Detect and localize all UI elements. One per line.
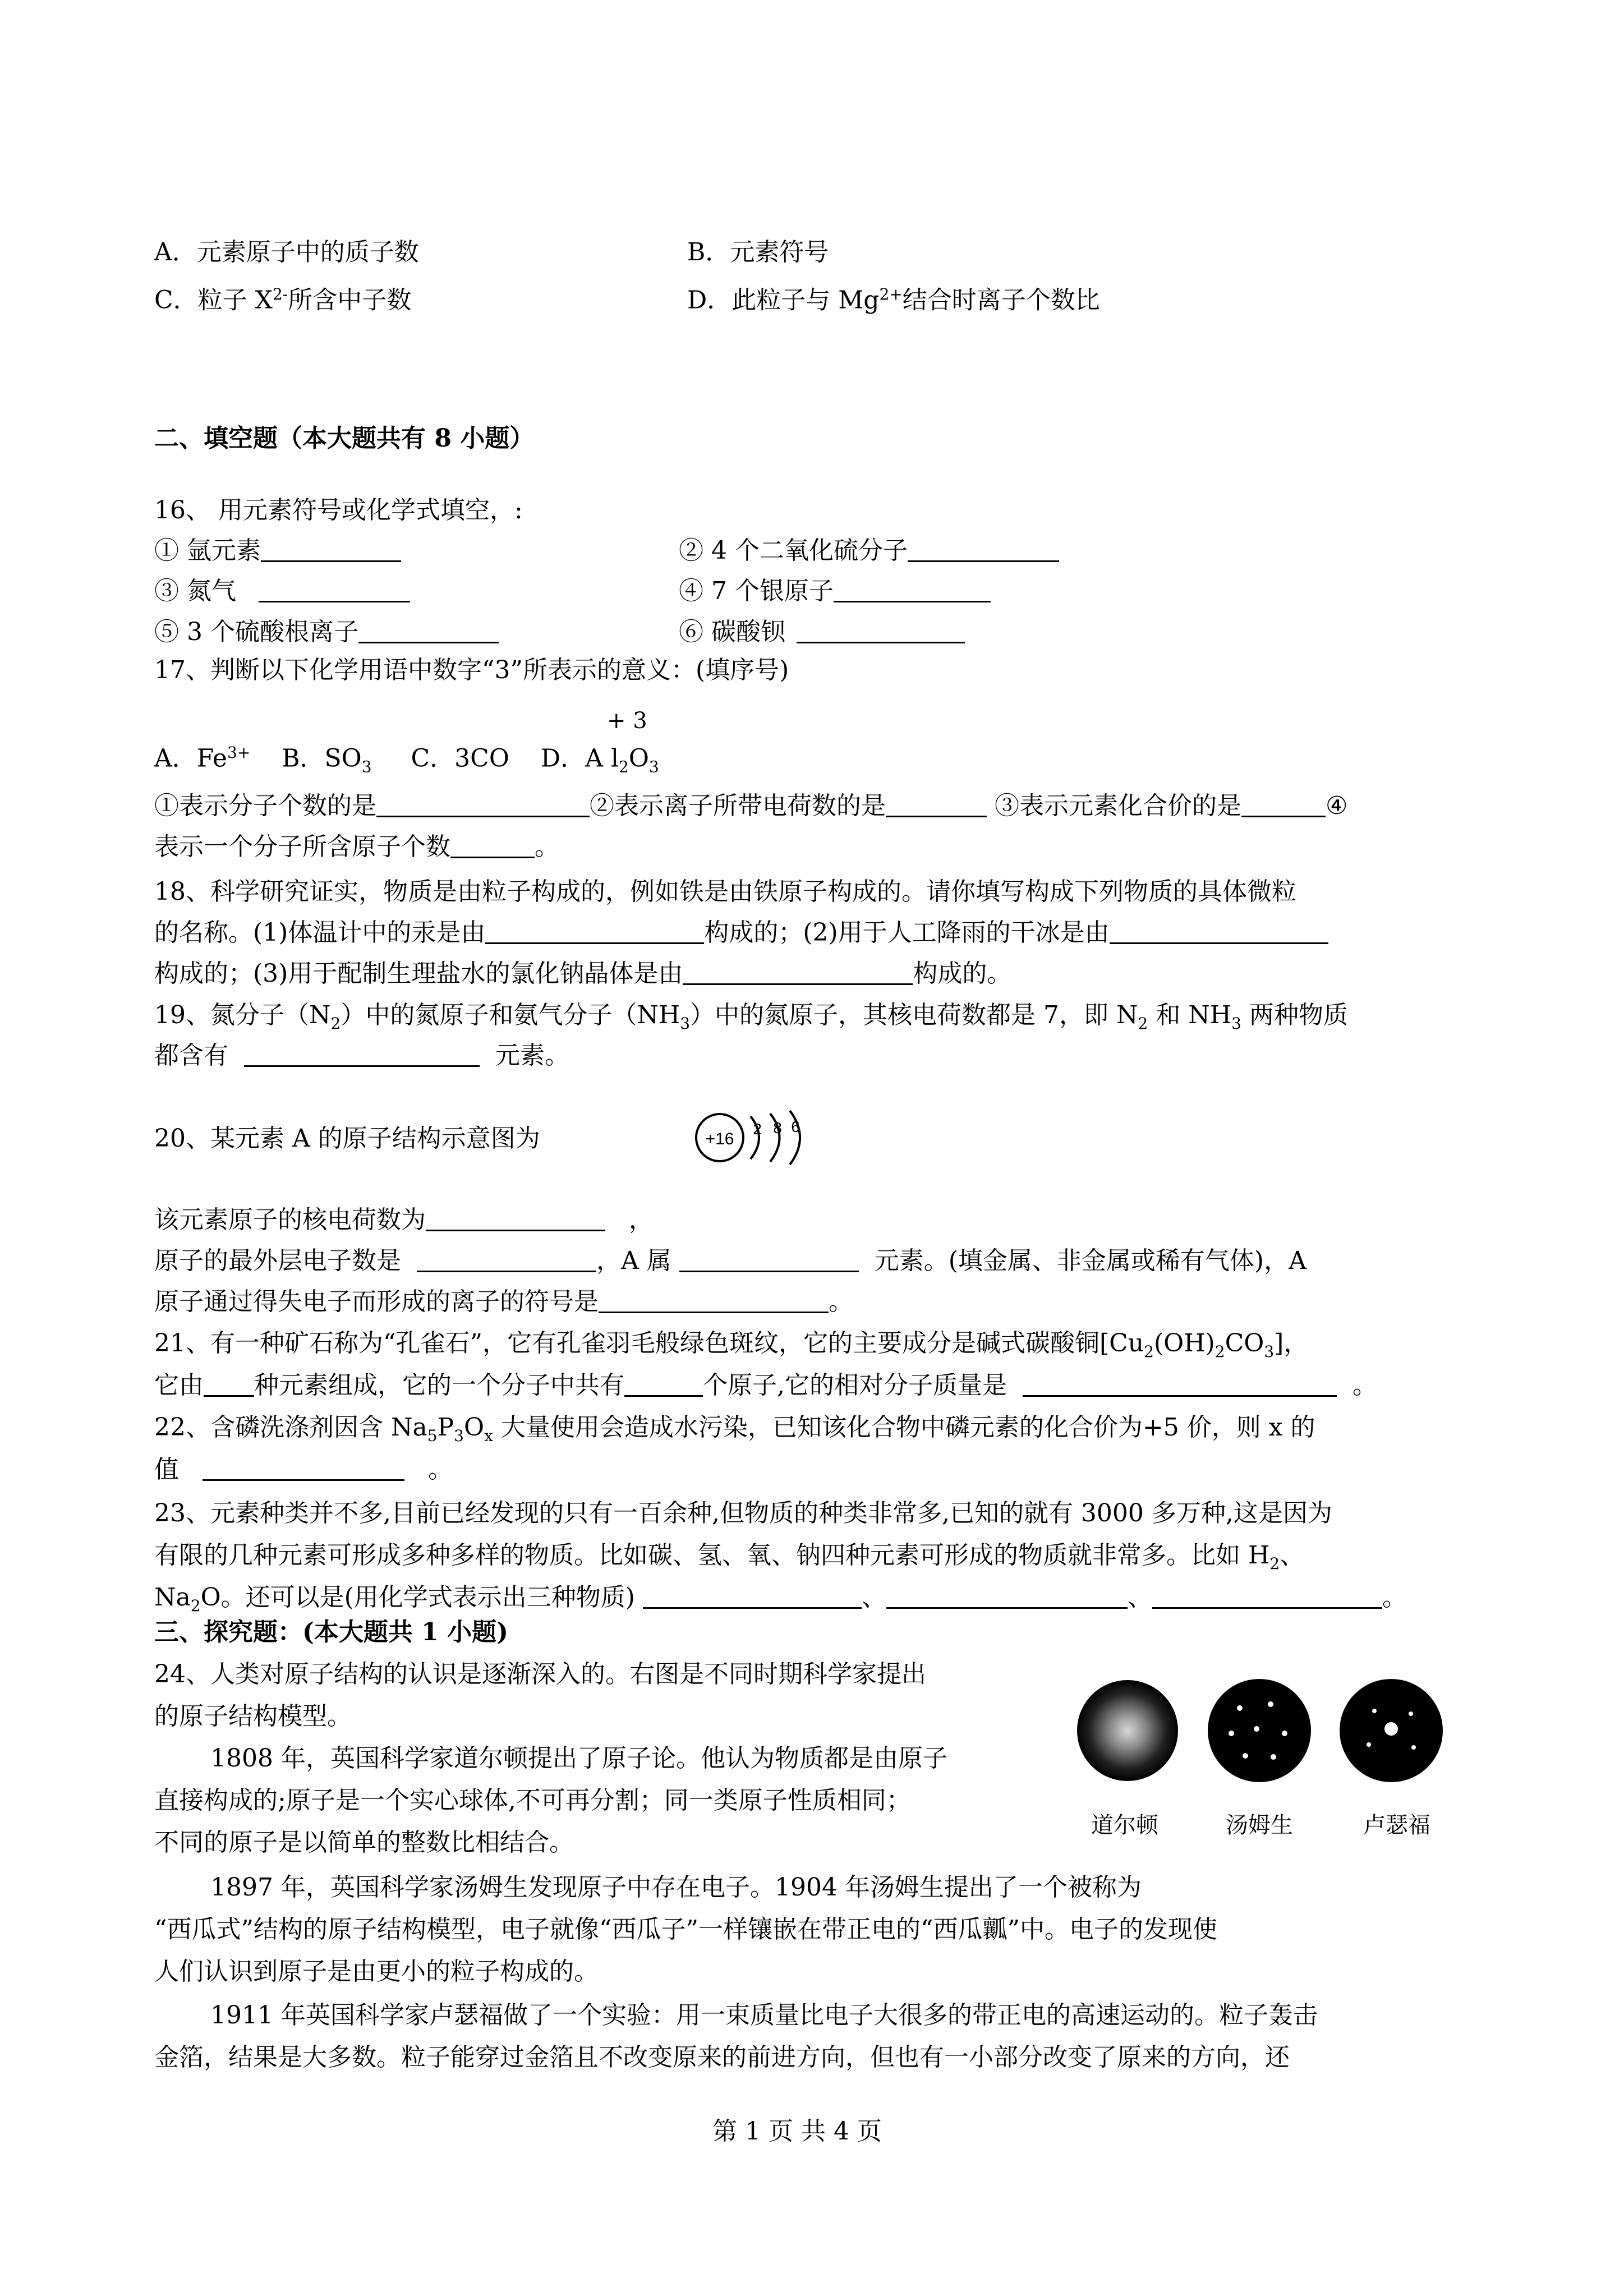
q24-line-8: 人们认识到原子是由更小的粒子构成的。 <box>154 1957 599 1986</box>
answer-blank[interactable] <box>624 1373 703 1397</box>
shell-1-electrons: 2 <box>753 1120 762 1138</box>
q19-line-2: 都含有 元素。 <box>154 1041 569 1070</box>
answer-blank[interactable] <box>204 1373 254 1397</box>
q24-line-1: 24、人类对原子结构的认识是逐渐深入的。右图是不同时期科学家提出 <box>154 1660 926 1688</box>
answer-blank[interactable] <box>417 1248 596 1272</box>
shell-3-electrons: 6 <box>791 1118 800 1135</box>
q20-line-3: 原子通过得失电子而形成的离子的符号是 。 <box>154 1287 853 1316</box>
q23-line-3: $Na_2O$。还可以是(用化学式表示出三种物质) 、 、 。 <box>154 1583 1407 1615</box>
atom-structure-diagram <box>689 1105 823 1184</box>
answer-blank[interactable] <box>1152 1585 1382 1609</box>
caption-dalton: 道尔顿 <box>1091 1812 1158 1838</box>
q15-option-d: D．此粒子与 $Mg^{2+}$结合时离子个数比 <box>687 285 1100 315</box>
answer-blank[interactable] <box>886 793 987 817</box>
q19-line-1: 19、氮分子$(N_2)$中的氮原子和氨气分子$(NH_3)$中的氮原子，其核电荷数都是 7，即 $N_2$ 和 $NH_3$ 两种物质 <box>154 1001 1348 1033</box>
q21-line-1: 21、有一种矿石称为“孔雀石”，它有孔雀羽毛般绿色斑纹，它的主要成分是碱式碳酸铜$[Cu_2(OH)_2CO_3]$， <box>154 1329 1309 1361</box>
q20-line-2: 原子的最外层电子数是 ，A 属 元素。(填金属、非金属或稀有气体)，A <box>154 1246 1306 1275</box>
page-footer: 第 1 页 共 4 页 <box>712 2117 882 2146</box>
q18-line-2: 的名称。(1)体温计中的汞是由 构成的；(2)用于人工降雨的干冰是由 <box>154 916 1328 950</box>
section2-title: 二、填空题（本大题共有 8 小题） <box>154 424 535 453</box>
q24-line-5: 不同的原子是以简单的整数比相结合。 <box>154 1828 574 1857</box>
q24-line-9: 1911 年英国科学家卢瑟福做了一个实验：用一束质量比电子大很多的带正电的高速运动的。粒子轰击 <box>210 2001 1318 2030</box>
q24-line-2: 的原子结构模型。 <box>154 1702 352 1731</box>
answer-blank[interactable] <box>259 578 410 602</box>
q23-line-1: 23、元素种类并不多,目前已经发现的只有一百余种,但物质的种类非常多,已知的就有 3000 多万种,这是因为 <box>154 1499 1332 1527</box>
answer-blank[interactable] <box>643 1585 862 1609</box>
answer-blank[interactable] <box>485 920 704 944</box>
answer-blank[interactable] <box>1023 1373 1337 1397</box>
q22-line-1: 22、含磷洗涤剂因含 $Na_5P_3O_x$ 大量使用会造成水污染，已知该化合物中磷元素的化合价为+5 价，则 x 的 <box>154 1413 1315 1445</box>
q16-stem: 16、 用元素符号或化学式填空，: <box>154 496 523 524</box>
answer-blank[interactable] <box>683 961 913 985</box>
caption-rutherford: 卢瑟福 <box>1363 1812 1430 1838</box>
q16-item-4: ④ 7 个银原子 <box>679 574 991 608</box>
q24-line-4: 直接构成的;原子是一个实心球体,不可再分割；同一类原子性质相同； <box>154 1786 911 1815</box>
q16-item-5: ⑤ 3 个硫酸根离子 <box>154 615 499 649</box>
answer-blank[interactable] <box>834 578 991 602</box>
q24-line-6: 1897 年，英国科学家汤姆生发现原子中存在电子。1904 年汤姆生提出了一个被称为 <box>210 1873 1142 1902</box>
answer-blank[interactable] <box>599 1289 829 1313</box>
answer-blank[interactable] <box>1110 920 1328 944</box>
answer-blank[interactable] <box>358 619 499 643</box>
q17-answers: ①表示分子个数的是 ②表示离子所带电荷数的是 ③表示元素化合价的是 ④ <box>154 792 1348 820</box>
q15-option-b: B．元素符号 <box>687 238 829 266</box>
answer-blank[interactable] <box>426 1207 605 1231</box>
q17-options: A．$Fe^{3+}$ B．$SO_3$ C．3CO D．A $l_2O_3$ <box>154 743 659 776</box>
nucleus-charge: +16 <box>705 1130 734 1148</box>
q24-line-3: 1808 年，英国科学家道尔顿提出了原子论。他认为物质都是由原子 <box>210 1744 947 1773</box>
section3-title: 三、探究题：(本大题共 1 小题) <box>154 1618 508 1646</box>
q16-item-1: ① 氩元素 <box>154 534 401 568</box>
q20-stem: 20、某元素 A 的原子结构示意图为 <box>154 1124 540 1153</box>
answer-blank[interactable] <box>376 793 590 817</box>
q16-item-3: ③ 氮气 <box>154 574 410 608</box>
answer-blank[interactable] <box>908 538 1059 562</box>
q23-line-2: 有限的几种元素可形成多种多样的物质。比如碳、氢、氧、钠四种元素可形成的物质就非常多。比如 $H_2$、 <box>154 1541 1305 1573</box>
answer-blank[interactable] <box>203 1457 404 1481</box>
q24-line-7: “西瓜式”结构的原子结构模型，电子就像“西瓜子”一样镶嵌在带正电的“西瓜瓤”中。电子的发现使 <box>154 1915 1217 1944</box>
q20-line-1: 该元素原子的核电荷数为 ， <box>154 1205 654 1234</box>
answer-blank[interactable] <box>244 1043 480 1067</box>
shell-2-electrons: 8 <box>773 1119 782 1137</box>
valence-mark: + 3 <box>607 708 647 734</box>
q22-line-2: 值 。 <box>154 1455 453 1484</box>
q16-item-6: ⑥ 碳酸钡 <box>679 615 965 649</box>
q16-item-2: ② 4 个二氧化硫分子 <box>679 534 1059 568</box>
answer-blank[interactable] <box>261 538 401 562</box>
caption-thomson: 汤姆生 <box>1226 1812 1293 1838</box>
rutherford-nucleus <box>1384 1722 1398 1736</box>
q21-line-2: 它由 种元素组成，它的一个分子中共有 个原子,它的相对分子质量是 。 <box>154 1371 1377 1400</box>
answer-blank[interactable] <box>797 619 965 643</box>
thomson-model-sphere <box>1208 1679 1311 1782</box>
q24-line-10: 金箔，结果是大多数。粒子能穿过金箔且不改变原来的前进方向，但也有一小部分改变了原来的方向，还 <box>154 2043 1290 2072</box>
answer-blank[interactable] <box>886 1585 1128 1609</box>
q17-stem: 17、判断以下化学用语中数字“3”所表示的意义：(填序号) <box>154 656 789 684</box>
q15-option-a: A．元素原子中的质子数 <box>154 238 419 266</box>
q18-line-1: 18、科学研究证实，物质是由粒子构成的，例如铁是由铁原子构成的。请你填写构成下列物质的具体微粒 <box>154 877 1296 906</box>
q17-answer-4: 表示一个分子所含原子个数 。 <box>154 832 559 861</box>
dalton-model-sphere <box>1077 1680 1178 1781</box>
q18-line-3: 构成的；(3)用于配制生理盐水的氯化钠晶体是由 构成的。 <box>154 959 1012 988</box>
answer-blank[interactable] <box>1241 793 1326 817</box>
answer-blank[interactable] <box>679 1248 859 1272</box>
answer-blank[interactable] <box>450 834 535 858</box>
q15-option-c: C．粒子 $X^{2-}$所含中子数 <box>154 285 412 315</box>
